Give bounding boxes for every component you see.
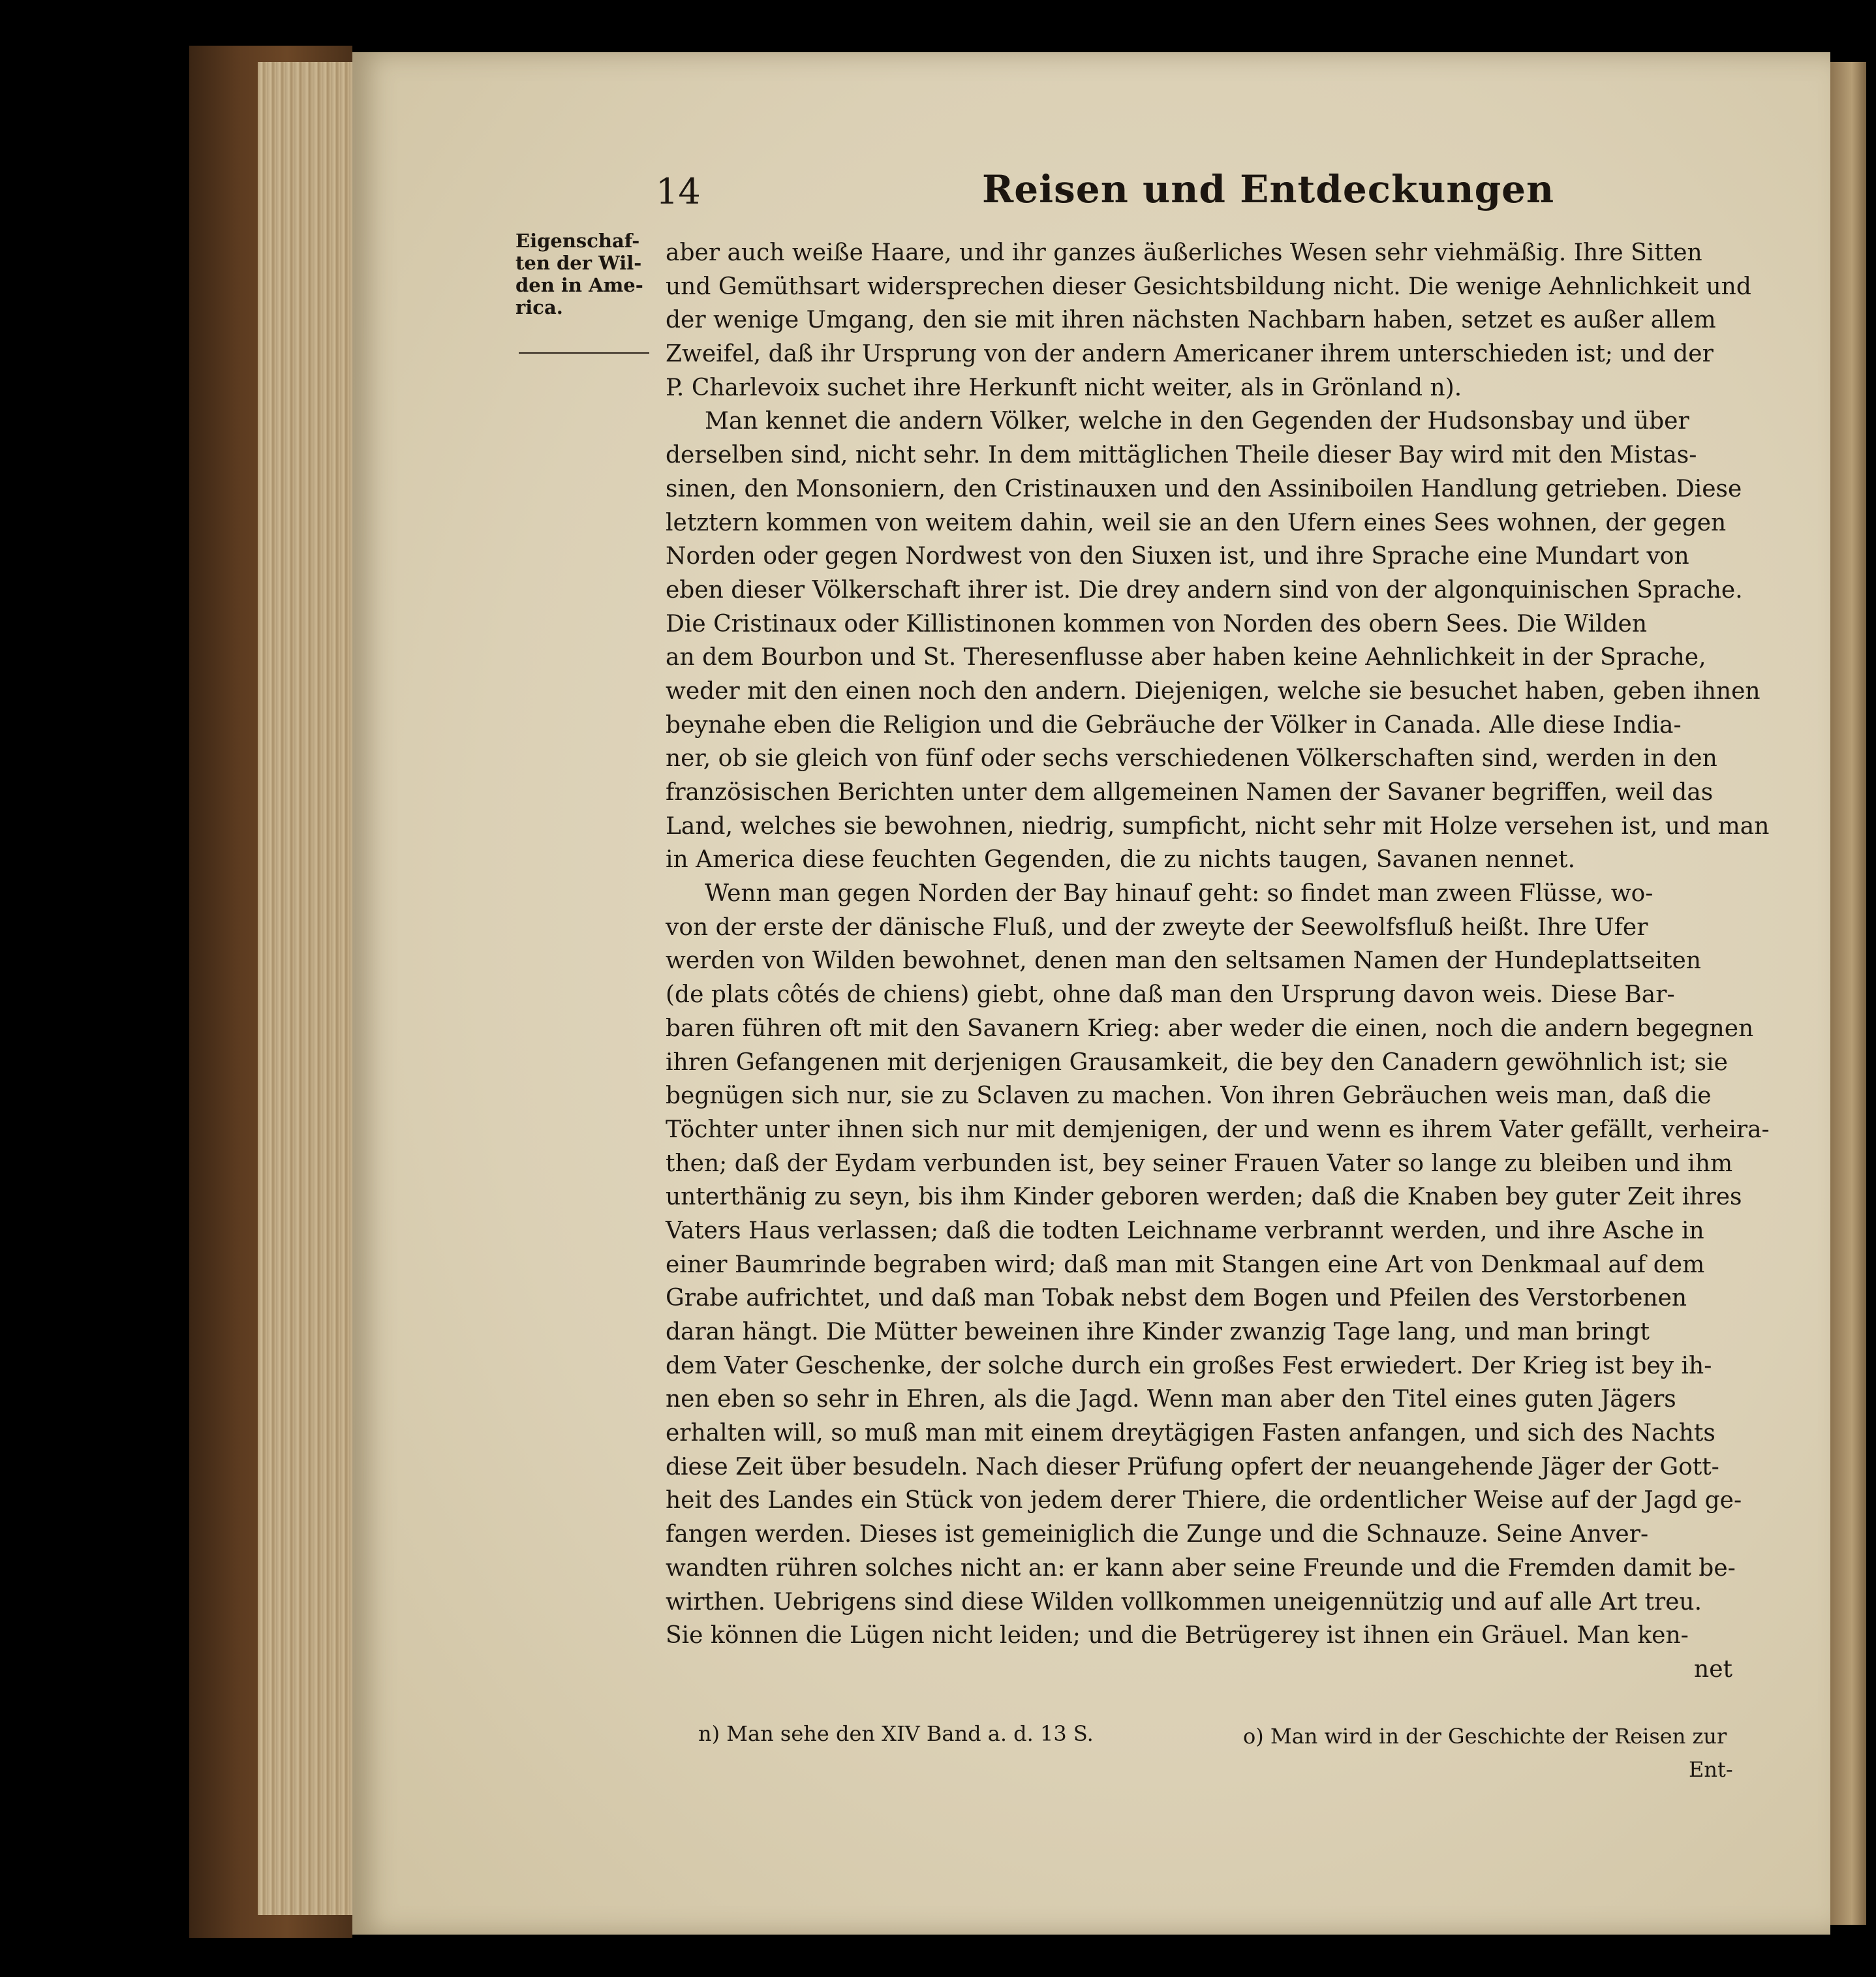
text-line: letztern kommen von weitem dahin, weil sie an den Ufern eines Sees wohnen, der gegen	[666, 509, 1727, 536]
text-line: P. Charlevoix suchet ihre Herkunft nicht weiter, als in Grönland n).	[666, 374, 1462, 401]
text-line: von der erste der dänische Fluß, und der zweyte der Seewolfsfluß heißt. Ihre Ufer	[666, 913, 1648, 941]
text-line: dem Vater Geschenke, der solche durch ein großes Fest erwiedert. Der Krieg ist bey ih-	[666, 1352, 1712, 1379]
text-line: wandten rühren solches nicht an: er kann aber seine Freunde und die Fremden damit be-	[666, 1554, 1736, 1582]
page-number: 14	[656, 171, 701, 212]
footnote-o: o) Man wird in der Geschichte der Reisen zur	[1243, 1724, 1727, 1749]
catchword: Ent-	[1689, 1757, 1733, 1782]
text-line: an dem Bourbon und St. Theresenflusse aber haben keine Aehnlichkeit in der Sprache,	[666, 644, 1706, 671]
text-line: derselben sind, nicht sehr. In dem mittäglichen Theile dieser Bay wird mit den Mistas-	[666, 442, 1697, 469]
text-line: fangen werden. Dieses ist gemeiniglich die Zunge und die Schnauze. Seine Anver-	[666, 1521, 1649, 1548]
margin-note-line: rica.	[515, 296, 563, 318]
text-line: wirthen. Uebrigens sind diese Wilden vollkommen uneigennützig und auf alle Art treu.	[666, 1588, 1702, 1616]
text-line: der wenige Umgang, den sie mit ihren nächsten Nachbarn haben, setzet es außer allem	[666, 307, 1716, 334]
page-edges	[258, 62, 356, 1915]
text-line: daran hängt. Die Mütter beweinen ihre Kinder zwanzig Tage lang, und man bringt	[666, 1319, 1650, 1345]
text-line: then; daß der Eydam verbunden ist, bey seiner Frauen Vater so lange zu bleiben und ihm	[666, 1150, 1733, 1177]
text-line: begnügen sich nur, sie zu Sclaven zu machen. Von ihren Gebräuchen weis man, daß die	[666, 1082, 1712, 1110]
text-line: aber auch weiße Haare, und ihr ganzes äußerliches Wesen sehr viehmäßig. Ihre Sitten	[666, 239, 1702, 266]
running-head: Reisen und Entdeckungen	[982, 167, 1555, 211]
footnote-n: n) Man sehe den XIV Band a. d. 13 S.	[698, 1721, 1094, 1746]
text-line: französischen Berichten unter dem allgemeinen Namen der Savaner begriffen, weil das	[666, 779, 1714, 806]
text-line: baren führen oft mit den Savanern Krieg: aber weder die einen, noch die andern begegnen	[666, 1015, 1754, 1042]
text-line: und Gemüthsart widersprechen dieser Gesichtsbildung nicht. Die wenige Aehnlichkeit und	[666, 273, 1751, 300]
text-line: Töchter unter ihnen sich nur mit demjenigen, der und wenn es ihrem Vater gefällt, verheira-	[666, 1116, 1770, 1143]
text-line: unterthänig zu seyn, bis ihm Kinder geboren werden; daß die Knaben bey guter Zeit ihres	[666, 1184, 1742, 1211]
text-line: heit des Landes ein Stück von jedem derer Thiere, die ordentlicher Weise auf der Jagd ge-	[666, 1487, 1742, 1514]
text-line: Sie können die Lügen nicht leiden; und die Betrügerey ist ihnen ein Gräuel. Man ken-	[666, 1622, 1689, 1649]
text-line: Norden oder gegen Nordwest von den Siuxen ist, und ihre Sprache eine Mundart von	[666, 543, 1689, 570]
text-line: Die Cristinaux oder Killistinonen kommen von Norden des obern Sees. Die Wilden	[666, 610, 1648, 637]
text-line: einer Baumrinde begraben wird; daß man mit Stangen eine Art von Denkmaal auf dem	[666, 1251, 1705, 1278]
text-line: Man kennet die andern Völker, welche in den Gegenden der Hudsonsbay und über	[705, 408, 1689, 435]
text-line: erhalten will, so muß man mit einem dreytägigen Fasten anfangen, und sich des Nachts	[666, 1420, 1715, 1447]
body-text	[666, 236, 1770, 1687]
text-line: (de plats côtés de chiens) giebt, ohne daß man den Ursprung davon weis. Diese Bar-	[666, 981, 1675, 1009]
right-page-edge	[1830, 62, 1866, 1925]
text-line: net	[1694, 1655, 1732, 1683]
text-line: Zweifel, daß ihr Ursprung von der andern Americaner ihrem unterschieden ist; und der	[666, 341, 1714, 368]
text-line: eben dieser Völkerschaft ihrer ist. Die drey andern sind von der algonquinischen Sprache.	[666, 576, 1743, 604]
text-line: weder mit den einen noch den andern. Diejenigen, welche sie besuchet haben, geben ihnen	[666, 677, 1761, 705]
text-line: beynahe eben die Religion und die Gebräuche der Völker in Canada. Alle diese India-	[666, 711, 1682, 739]
text-line: Vaters Haus verlassen; daß die todten Leichname verbrannt werden, und ihre Asche in	[666, 1217, 1704, 1244]
text-line: in America diese feuchten Gegenden, die zu nichts taugen, Savanen nennet.	[666, 846, 1576, 874]
margin-note-line: Eigenschaf-	[515, 230, 640, 252]
text-line: sinen, den Monsoniern, den Cristinauxen und den Assiniboilen Handlung getrieben. Diese	[666, 475, 1742, 502]
text-line: werden von Wilden bewohnet, denen man den seltsamen Namen der Hundeplattseiten	[666, 947, 1701, 975]
text-line: ner, ob sie gleich von fünf oder sechs verschiedenen Völkerschaften sind, werden in den	[666, 745, 1717, 773]
text-line: nen eben so sehr in Ehren, als die Jagd. Wenn man aber den Titel eines guten Jägers	[666, 1386, 1676, 1413]
margin-note-line: ten der Wil-	[515, 252, 642, 274]
text-line: diese Zeit über besudeln. Nach dieser Prüfung opfert der neuangehende Jäger der Gott-	[666, 1453, 1719, 1480]
margin-rule	[519, 352, 649, 354]
text-line: Land, welches sie bewohnen, niedrig, sumpficht, nicht sehr mit Holze versehen ist, und man	[666, 812, 1770, 840]
text-line: Grabe aufrichtet, und daß man Tobak nebst dem Bogen und Pfeilen des Verstorbenen	[666, 1285, 1687, 1312]
margin-note-line: den in Ame-	[515, 274, 643, 296]
margin-note	[515, 230, 662, 318]
text-line: Wenn man gegen Norden der Bay hinauf geht: so findet man zween Flüsse, wo-	[705, 880, 1653, 908]
text-line: ihren Gefangenen mit derjenigen Grausamkeit, die bey den Canadern gewöhnlich ist; sie	[666, 1049, 1728, 1076]
